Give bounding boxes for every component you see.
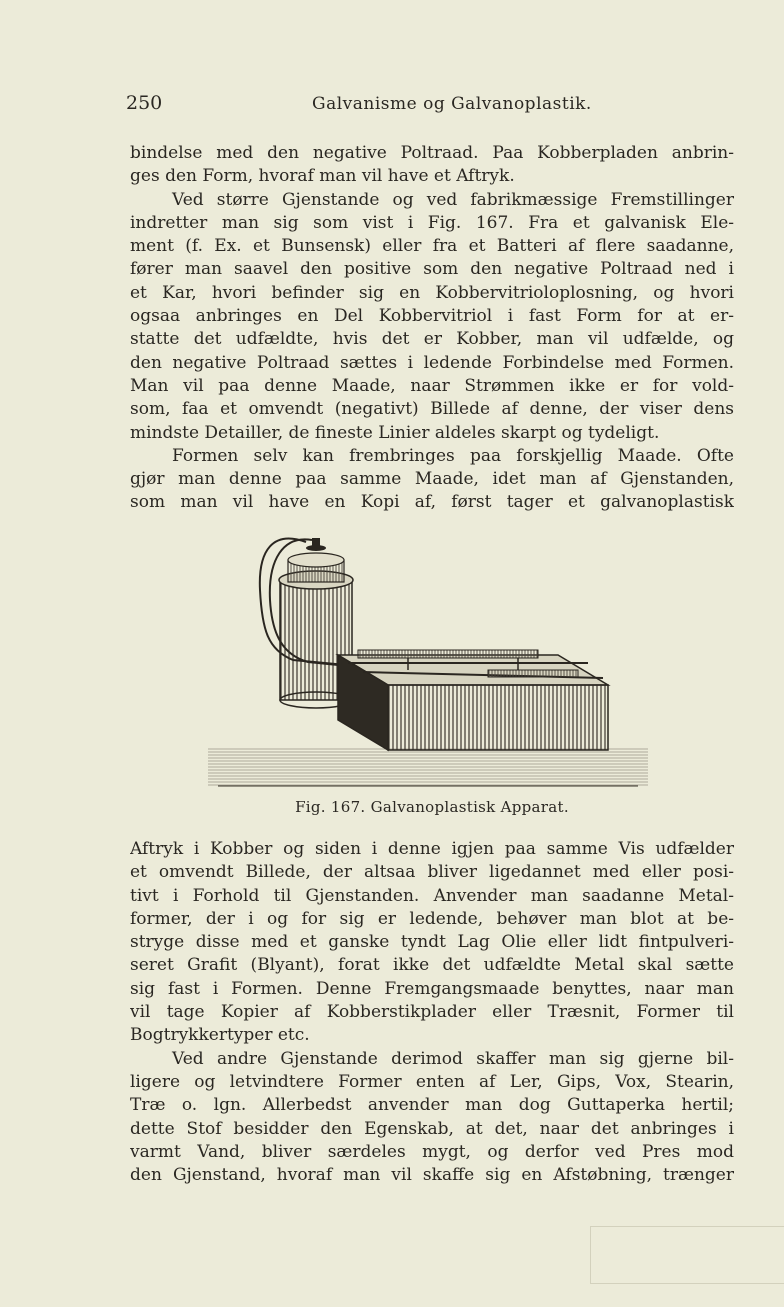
text-line: som man vil have en Kopi af, først tager et galvanoplastisk: [130, 492, 734, 513]
text-line: Man vil paa denne Maade, naar Strømmen ikke er for vold-: [130, 375, 734, 396]
text-line: tivt i Forhold til Gjenstanden. Anvender man saadanne Metal-: [130, 885, 734, 906]
text-line: ligere og letvindtere Former enten af Ler, Gips, Vox, Stearin,: [130, 1071, 734, 1092]
text-line: statte det udfældte, hvis det er Kobber, man vil udfælde, og: [130, 329, 734, 350]
text-line: som, faa et omvendt (negativt) Billede af denne, der viser dens: [130, 399, 734, 420]
text-line: former, der i og for sig er ledende, behøver man blot at be-: [130, 908, 734, 929]
figure-caption: Fig. 167. Galvanoplastisk Apparat.: [295, 798, 569, 816]
text-line: Ved andre Gjenstande derimod skaffer man sig gjerne bil-: [172, 1048, 734, 1069]
page-number: 250: [126, 92, 163, 114]
text-line: Bogtrykkertyper etc.: [130, 1025, 310, 1046]
text-line: indretter man sig som vist i Fig. 167. Fra et galvanisk Ele-: [130, 212, 734, 233]
text-line: vil tage Kopier af Kobberstikplader eller Træsnit, Former til: [130, 1002, 734, 1023]
text-line: mindste Detailler, de fineste Linier aldeles skarpt og tydeligt.: [130, 422, 660, 443]
body-text-top: [130, 142, 734, 515]
text-line: sig fast i Formen. Denne Fremgangsmaade benyttes, naar man: [130, 978, 734, 999]
body-text-bottom: [130, 838, 734, 1187]
running-title: Galvanisme og Galvanoplastik.: [312, 94, 592, 114]
text-line: dette Stof besidder den Egenskab, at det, naar det anbringes i: [130, 1118, 734, 1139]
page-header: [126, 92, 738, 120]
text-line: den negative Poltraad sættes i ledende Forbindelse med Formen.: [130, 352, 734, 373]
ground-shading: [208, 748, 648, 786]
text-line: ges den Form, hvoraf man vil have et Aftryk.: [130, 166, 515, 187]
text-line: gjør man denne paa samme Maade, idet man af Gjenstanden,: [130, 469, 734, 490]
text-line: Træ o. lgn. Allerbedst anvender man dog Guttaperka hertil;: [130, 1095, 734, 1116]
text-line: seret Grafit (Blyant), forat ikke det udfældte Metal skal sætte: [130, 955, 734, 976]
text-line: den Gjenstand, hvoraf man vil skaffe sig en Afstøbning, trænger: [130, 1165, 734, 1186]
apparatus-illustration: [188, 520, 658, 795]
text-line: stryge disse med et ganske tyndt Lag Olie eller lidt fintpulveri-: [130, 932, 734, 953]
scan-edge-frame: [590, 1226, 784, 1284]
text-line: Aftryk i Kobber og siden i denne igjen paa samme Vis udfælder: [130, 839, 734, 859]
text-line: Ved større Gjenstande og ved fabrikmæssige Fremstillinger: [172, 189, 734, 210]
text-line: fører man saavel den positive som den negative Poltraad ned i: [130, 259, 734, 280]
text-line: ogsaa anbringes en Del Kobbervitriol i fast Form for at er-: [130, 306, 734, 327]
figure-galvanoplastic-apparatus: [188, 520, 658, 795]
text-line: et omvendt Billede, der altsaa bliver ligedannet med eller posi-: [130, 862, 734, 883]
text-line: bindelse med den negative Poltraad. Paa Kobberpladen anbrin-: [130, 143, 734, 163]
text-line: Formen selv kan frembringes paa forskjellig Maade. Ofte: [172, 445, 734, 466]
text-line: ment (f. Ex. et Bunsensk) eller fra et Batteri af flere saadanne,: [130, 236, 734, 257]
text-line: varmt Vand, bliver særdeles mygt, og derfor ved Pres mod: [130, 1141, 734, 1162]
text-line: et Kar, hvori befinder sig en Kobbervitrioloplosning, og hvori: [130, 282, 734, 303]
electrolyte-trough: [338, 650, 608, 750]
